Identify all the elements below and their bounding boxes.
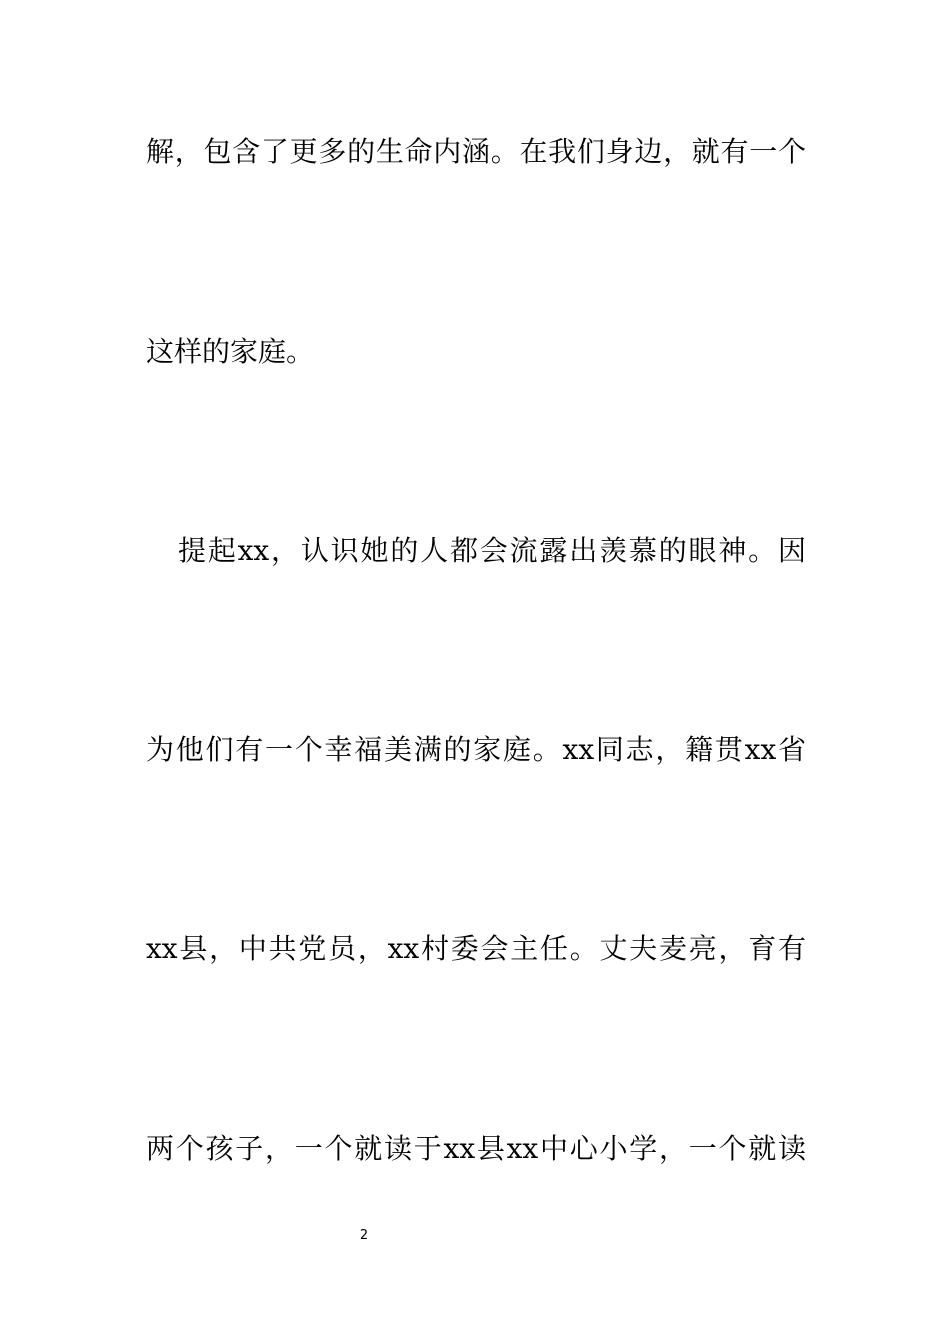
- text-line-5: xx县，中共党员，xx村委会主任。丈夫麦亮，育有: [146, 932, 806, 965]
- text-line-4: 为他们有一个幸福美满的家庭。xx同志，籍贯xx省: [146, 733, 806, 766]
- text-line-2: 这样的家庭。: [146, 335, 315, 368]
- text-line-6: 两个孩子，一个就读于xx县xx中心小学，一个就读: [146, 1132, 806, 1165]
- text-line-1: 解，包含了更多的生命内涵。在我们身边，就有一个: [146, 135, 806, 168]
- page-number: 2: [359, 1228, 369, 1243]
- text-line-3: 提起xx，认识她的人都会流露出羡慕的眼神。因: [178, 534, 806, 567]
